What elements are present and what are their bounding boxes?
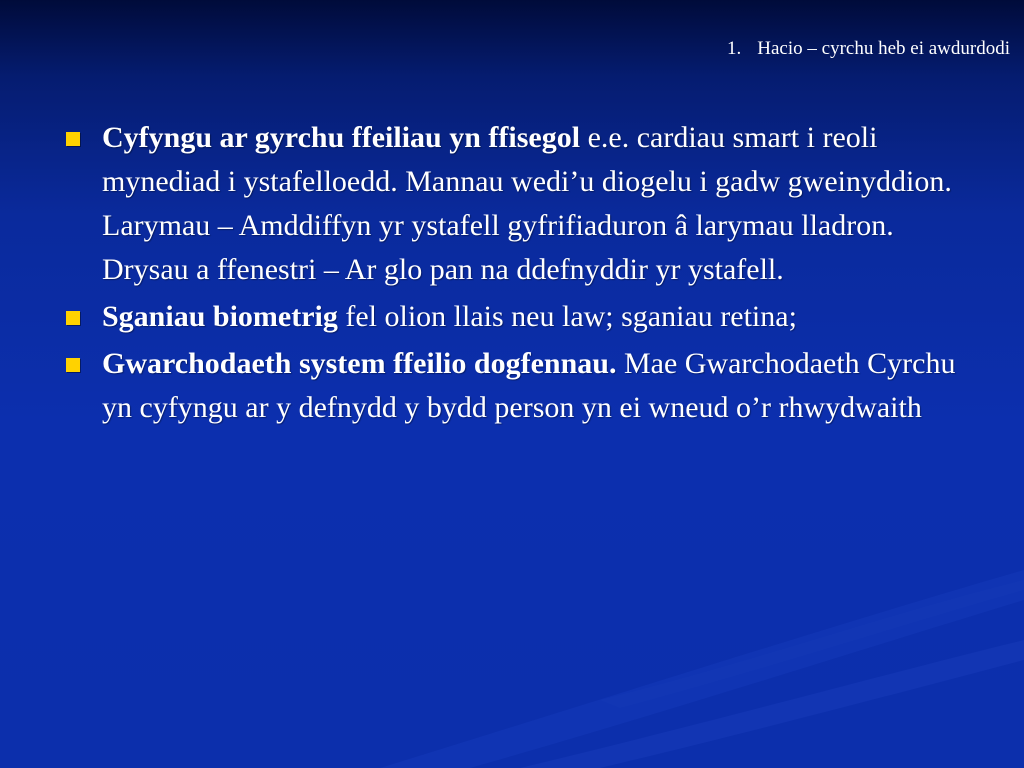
header-title: Hacio – cyrchu heb ei awdurdodi [757, 38, 1010, 59]
bullet-heading: Cyfyngu ar gyrchu ffeiliau yn ffisegol [102, 121, 581, 154]
bullet-item [66, 342, 966, 430]
bullet-text: Mae Gwarchodaeth Cyrchu yn cyfyngu ar y defnydd y bydd person yn ei wneud o’r rhwydwaith [102, 347, 956, 424]
bullet-text: e.e. cardiau smart i reoli mynediad i ystafelloedd. Mannau wedi’u diogelu i gadw gweinyddion. Larymau – Amddiffyn yr ystafell gyfrifiaduron â larymau lladron. Drysau a ffenestri – Ar glo pan na ddefnyddir yr ystafell. [102, 121, 952, 286]
bullet-list [66, 116, 966, 433]
bullet-item [66, 116, 966, 292]
bullet-text: fel olion llais neu law; sganiau retina; [337, 300, 797, 333]
header-number: 1. [727, 38, 742, 59]
bullet-item [66, 295, 966, 339]
square-bullet-icon [66, 132, 80, 146]
bullet-heading: Gwarchodaeth system ffeilio dogfennau. [102, 347, 617, 380]
bullet-heading: Sganiau biometrig [102, 300, 338, 333]
slide-header [727, 38, 1010, 60]
square-bullet-icon [66, 311, 80, 325]
square-bullet-icon [66, 358, 80, 372]
